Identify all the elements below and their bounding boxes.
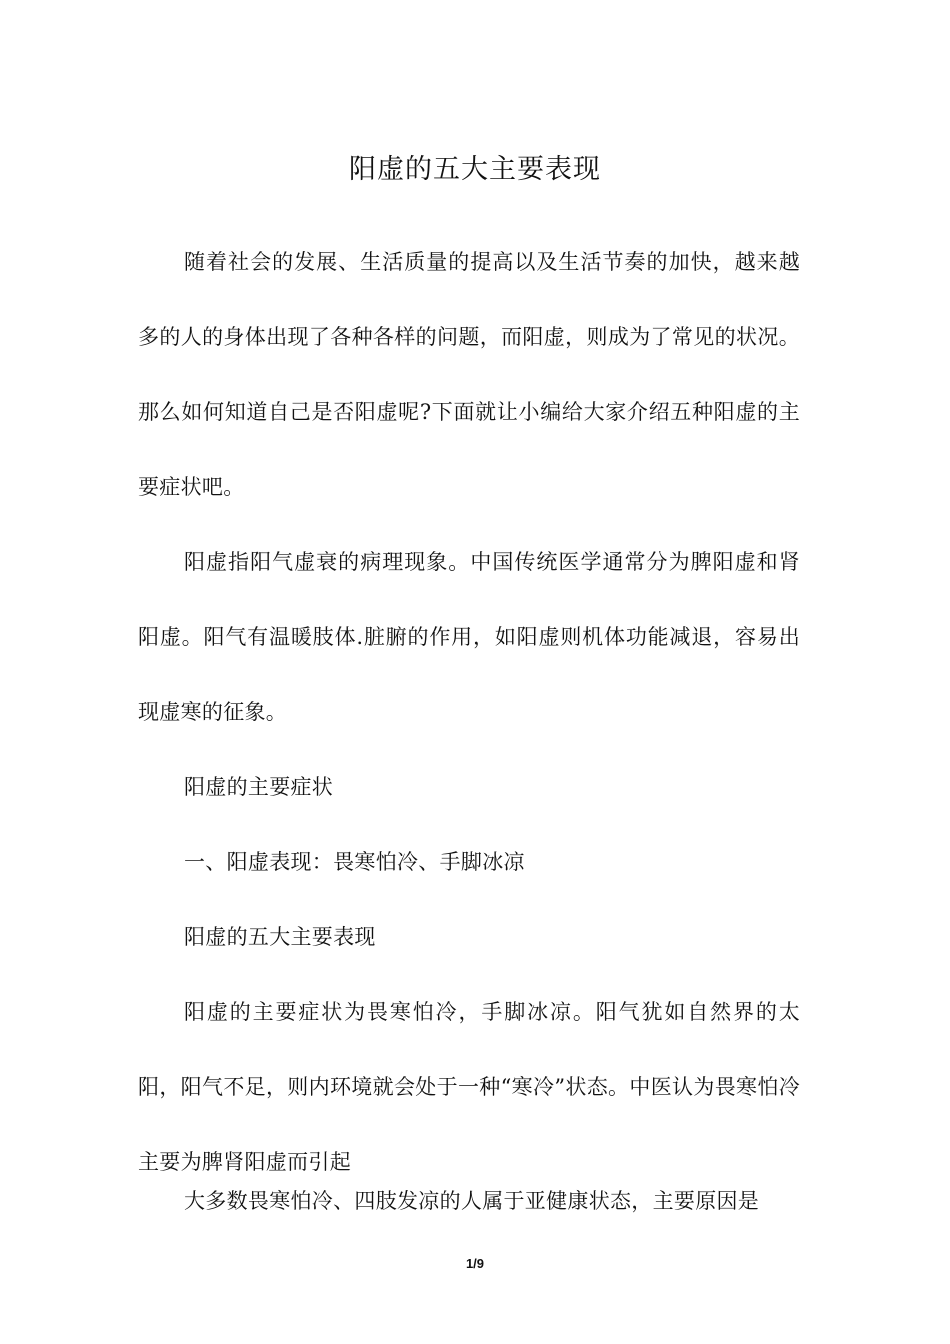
repeated-title-line: 阳虚的五大主要表现 [184,925,376,949]
page-number: 1/9 [465,1256,485,1271]
paragraph-subhealth: 大多数畏寒怕冷、四肢发凉的人属于亚健康状态，主要原因是 [184,1189,760,1213]
document-title: 阳虚的五大主要表现 [349,154,601,185]
document-body [138,225,800,1200]
paragraph-definition: 阳虚指阳气虚衰的病理现象。中国传统医学通常分为脾阳虚和肾阳虚。阳气有温暖肢体.脏腑的作用，如阳虚则机体功能减退，容易出现虚寒的征象。 [138,550,800,724]
document-body-continued [138,1182,800,1220]
paragraph-symptom-description: 阳虚的主要症状为畏寒怕冷，手脚冰凉。阳气犹如自然界的太阳，阳气不足，则内环境就会处于一种“寒冷”状态。中医认为畏寒怕冷主要为脾肾阳虚而引起 [138,1000,800,1174]
subheading-symptom-one: 一、阳虚表现：畏寒怕冷、手脚冰凉 [184,850,525,874]
paragraph-intro: 随着社会的发展、生活质量的提高以及生活节奏的加快，越来越多的人的身体出现了各种各样的问题，而阳虚，则成为了常见的状况。那么如何知道自己是否阳虚呢?下面就让小编给大家介绍五种阳虚的主要症状吧。 [138,250,800,499]
section-heading-symptoms: 阳虚的主要症状 [184,775,334,799]
